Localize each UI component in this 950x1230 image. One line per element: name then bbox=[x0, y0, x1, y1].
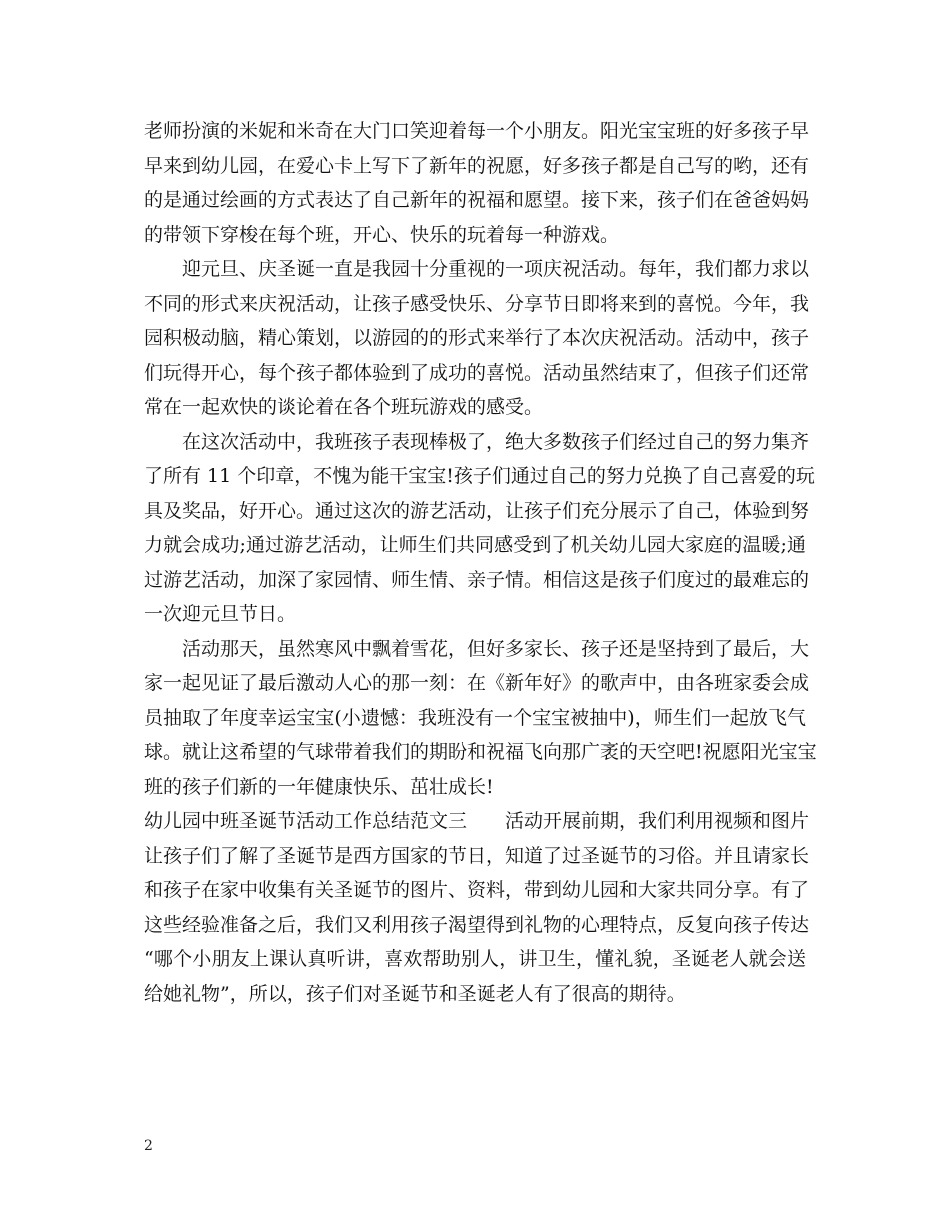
text-line: 班的孩子们新的一年健康快乐、茁壮成长! bbox=[144, 775, 494, 798]
text-line: 家一起见证了最后激动人心的那一刻：在《新年好》的歌声中，由各班家委会成 bbox=[144, 672, 810, 694]
text-line: 迎元旦、庆圣诞一直是我园十分重视的一项庆祝活动。每年，我们都力求以 bbox=[144, 258, 810, 280]
text-line: 员抽取了年度幸运宝宝(小遗憾：我班没有一个宝宝被抽中)，师生们一起放飞气 bbox=[144, 706, 806, 729]
text-line: 老师扮演的米妮和米奇在大门口笑迎着每一个小朋友。阳光宝宝班的好多孩子早 bbox=[144, 120, 810, 142]
text-line: 给她礼物”，所以，孩子们对圣诞节和圣诞老人有了很高的期待。 bbox=[144, 982, 686, 1005]
text-line: “哪个小朋友上课认真听讲，喜欢帮助别人，讲卫生，懂礼貌，圣诞老人就会送 bbox=[144, 948, 806, 970]
text-line: 常在一起欢快的谈论着在各个班玩游戏的感受。 bbox=[144, 396, 544, 418]
text-line: 幼儿园中班圣诞节活动工作总结范文三 活动开展前期，我们利用视频和图片 bbox=[144, 810, 810, 832]
text-line: 让孩子们了解了圣诞节是西方国家的节日，知道了过圣诞节的习俗。并且请家长 bbox=[144, 844, 810, 867]
text-line: 早来到幼儿园，在爱心卡上写下了新年的祝愿，好多孩子都是自己写的哟，还有 bbox=[144, 154, 810, 177]
text-line: 园积极动脑，精心策划，以游园的的形式来举行了本次庆祝活动。活动中，孩子 bbox=[144, 327, 810, 349]
text-line: 的是通过绘画的方式表达了自己新年的祝福和愿望。接下来，孩子们在爸爸妈妈 bbox=[144, 189, 810, 211]
text-line: 的带领下穿梭在每个班，开心、快乐的玩着每一种游戏。 bbox=[144, 223, 620, 246]
text-line: 过游艺活动，加深了家园情、师生情、亲子情。相信这是孩子们度过的最难忘的 bbox=[144, 568, 810, 591]
text-line: 了所有 11 个印章，不愧为能干宝宝!孩子们通过自己的努力兑换了自己喜爱的玩 bbox=[144, 465, 815, 487]
page-number: 2 bbox=[144, 1138, 153, 1154]
text-line: 们玩得开心，每个孩子都体验到了成功的喜悦。活动虽然结束了，但孩子们还常 bbox=[144, 361, 810, 384]
text-line: 在这次活动中，我班孩子表现棒极了，绝大多数孩子们经过自己的努力集齐 bbox=[144, 430, 810, 453]
text-line: 具及奖品，好开心。通过这次的游艺活动，让孩子们充分展示了自己，体验到努 bbox=[144, 499, 810, 522]
text-line: 和孩子在家中收集有关圣诞节的图片、资料，带到幼儿园和大家共同分享。有了 bbox=[144, 879, 810, 901]
text-line: 一次迎元旦节日。 bbox=[144, 603, 297, 625]
text-line: 这些经验准备之后，我们又利用孩子渴望得到礼物的心理特点，反复向孩子传达 bbox=[144, 913, 810, 936]
text-line: 球。就让这希望的气球带着我们的期盼和祝福飞向那广袤的天空吧!祝愿阳光宝宝 bbox=[144, 741, 817, 763]
text-line: 不同的形式来庆祝活动，让孩子感受快乐、分享节日即将来到的喜悦。今年，我 bbox=[144, 292, 810, 315]
text-line: 力就会成功;通过游艺活动，让师生们共同感受到了机关幼儿园大家庭的温暖;通 bbox=[144, 534, 806, 556]
body-text bbox=[144, 114, 817, 1011]
text-line: 活动那天，虽然寒风中飘着雪花，但好多家长、孩子还是坚持到了最后，大 bbox=[144, 637, 810, 660]
